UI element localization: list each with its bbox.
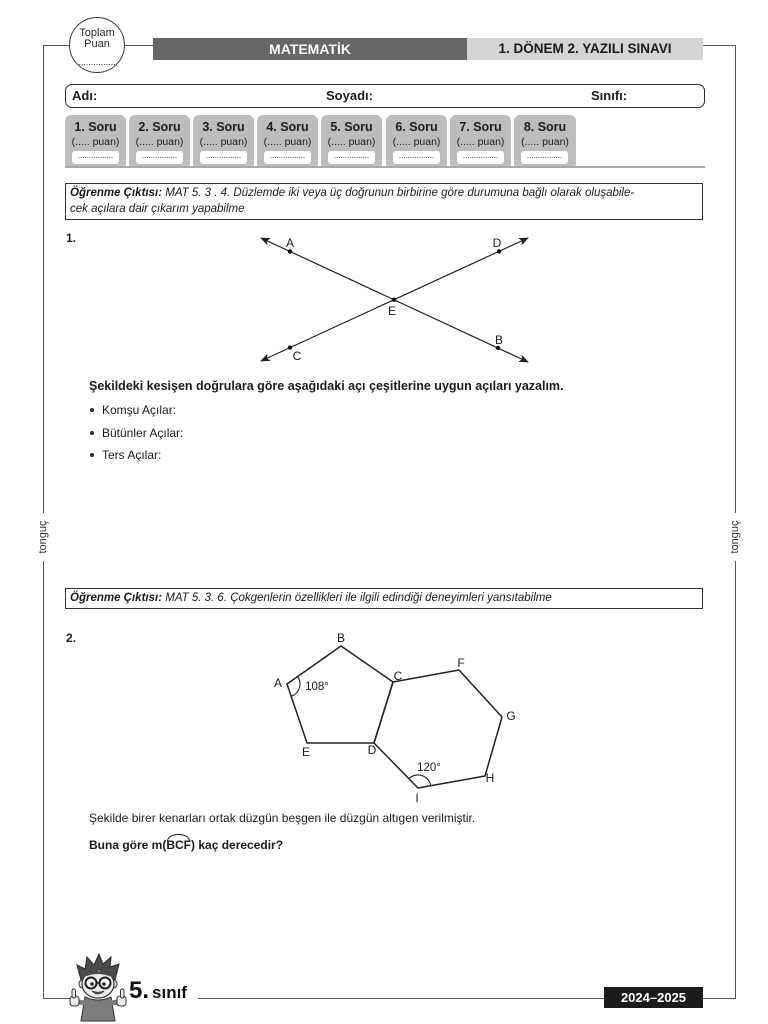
score-box-label: 3. Soru <box>202 120 245 134</box>
total-score-circle <box>69 17 125 73</box>
intersecting-lines-diagram <box>250 228 540 373</box>
vertex-A-label: A <box>273 676 283 690</box>
angle-arc-I <box>409 775 431 786</box>
frame-left-line-lower <box>43 561 44 998</box>
score-box-label: 5. Soru <box>330 120 373 134</box>
list-item-text: Ters Açılar: <box>102 448 162 462</box>
mascot-thumb-right <box>121 989 125 998</box>
score-box-blank: ................ <box>328 151 375 164</box>
angle-I-value: 120° <box>417 762 441 774</box>
question-1-learning-outcome <box>65 183 703 220</box>
score-box-points: (..... puan) <box>456 136 505 148</box>
list-item-vertical-angles <box>89 448 161 462</box>
vertex-B-label: B <box>336 631 346 645</box>
question-prefix: Buna göre m( <box>89 838 167 852</box>
score-box-points: (..... puan) <box>521 136 569 148</box>
question-1-number: 1. <box>66 231 77 245</box>
grade-word: sınıf <box>152 983 187 1002</box>
outcome-text: MAT 5. 3. 6. Çokgenlerin özellikleri ile ilgili edindiği deneyimleri yansıtabilme <box>165 592 552 604</box>
list-item-text: Komşu Açılar: <box>102 403 177 417</box>
score-box-blank: ................ <box>457 151 504 164</box>
total-score-label-line1: Toplam <box>79 27 115 39</box>
outcome-label: Öğrenme Çıktısı: <box>70 187 163 199</box>
mascot-boy-illustration <box>68 953 128 1021</box>
side-brand-label-left: tonguç <box>37 520 49 554</box>
score-box-blank: ................ <box>393 151 440 164</box>
score-box-label: 2. Soru <box>138 120 181 134</box>
score-box-q1 <box>65 115 126 166</box>
score-box-points: (..... puan) <box>71 136 120 148</box>
question-2-learning-outcome <box>65 588 703 609</box>
score-box-q2 <box>129 115 190 166</box>
list-item-supplementary-angles <box>89 426 183 440</box>
angle-name: BCF <box>166 838 192 852</box>
score-box-points: (..... puan) <box>199 136 248 148</box>
score-box-label: 7. Soru <box>459 120 502 134</box>
outcome-line-2: cek açılara dair çıkarım yapabilme <box>70 203 245 215</box>
class-label: Sınıfı: <box>591 88 628 103</box>
angle-A-value: 108° <box>305 681 329 693</box>
vertex-I-label: I <box>415 791 419 805</box>
frame-bottom-line-middle <box>198 998 604 999</box>
total-score-blank: ............... <box>78 57 116 67</box>
angle-bcf-notation <box>166 838 191 852</box>
vertex-E-label: E <box>301 745 311 759</box>
score-box-blank: ................ <box>136 151 183 164</box>
grade-number: 5. <box>129 977 150 1004</box>
point-C <box>288 345 292 349</box>
frame-right-line-upper <box>735 45 736 513</box>
frame-bottom-line-right <box>703 998 736 999</box>
grade-level <box>129 978 189 1004</box>
academic-year-badge: 2024–2025 <box>604 987 703 1008</box>
vertex-D-label: D <box>367 743 377 757</box>
bullet-icon <box>90 431 94 435</box>
total-score-label-line2: Puan <box>84 38 110 50</box>
header-bar <box>153 38 703 60</box>
point-C-label: C <box>292 349 302 363</box>
surname-label: Soyadı: <box>326 88 373 103</box>
point-E <box>392 298 396 302</box>
bullet-icon <box>90 453 94 457</box>
list-item-adjacent-angles <box>89 403 176 417</box>
score-box-blank: ................ <box>200 151 247 164</box>
outcome-label: Öğrenme Çıktısı: <box>70 592 163 604</box>
question-1-prompt: Şekildeki kesişen doğrulara göre aşağıdaki açı çeşitlerine uygun açıları yazalım. <box>89 379 564 393</box>
point-D-label: D <box>492 236 502 250</box>
score-box-q6 <box>386 115 447 166</box>
vertex-C-label: C <box>393 669 403 683</box>
subject-title: MATEMATİK <box>153 38 467 60</box>
bullet-icon <box>90 408 94 412</box>
score-box-label: 4. Soru <box>266 120 309 134</box>
student-info-row <box>65 84 705 108</box>
score-box-label: 1. Soru <box>74 120 117 134</box>
question-2-statement: Şekilde birer kenarları ortak düzgün beşgen ile düzgün altıgen verilmiştir. <box>89 811 476 825</box>
score-box-points: (..... puan) <box>327 136 376 148</box>
question-2-prompt <box>89 838 283 852</box>
point-B-label: B <box>494 333 504 347</box>
score-box-q5 <box>321 115 382 166</box>
score-box-label: 8. Soru <box>523 120 567 134</box>
exam-title: 1. DÖNEM 2. YAZILI SINAVI <box>467 38 703 60</box>
mascot-eye-right <box>102 982 106 986</box>
angle-arc-symbol <box>167 834 190 841</box>
score-box-q3 <box>193 115 254 166</box>
point-A-label: A <box>285 236 295 250</box>
question-suffix: ) kaç derecedir? <box>191 838 284 852</box>
outcome-line-1 <box>70 185 698 201</box>
name-label: Adı: <box>72 88 98 103</box>
score-box-points: (..... puan) <box>392 136 441 148</box>
list-item-text: Bütünler Açılar: <box>102 426 184 440</box>
vertex-G-label: G <box>506 709 516 723</box>
vertex-F-label: F <box>457 656 465 670</box>
mascot-eye-left <box>90 982 94 986</box>
regular-pentagon-ABCDE <box>287 646 393 743</box>
outcome-text: MAT 5. 3 . 4. Düzlemde iki veya üç doğrunun birbirine göre durumuna bağlı olarak oluşabile- <box>165 187 635 199</box>
score-box-blank: ................ <box>264 151 311 164</box>
score-box-label: 6. Soru <box>395 120 438 134</box>
score-boxes-baseline <box>65 166 705 168</box>
score-box-blank: ................ <box>521 151 568 164</box>
mascot-thumb-left <box>72 989 76 998</box>
frame-left-line-upper <box>43 45 44 513</box>
side-brand-label-right: tonguç <box>729 520 741 554</box>
score-box-q7 <box>450 115 511 166</box>
question-2-number: 2. <box>66 631 77 645</box>
score-box-blank: ................ <box>72 151 119 164</box>
score-box-q4 <box>257 115 318 166</box>
pentagon-hexagon-diagram <box>265 630 525 808</box>
score-box-q8 <box>514 115 576 166</box>
score-box-points: (..... puan) <box>263 136 312 148</box>
vertex-H-label: H <box>485 771 495 785</box>
frame-right-line-lower <box>735 561 736 999</box>
point-E-label: E <box>387 304 397 318</box>
score-box-points: (..... puan) <box>135 136 184 148</box>
